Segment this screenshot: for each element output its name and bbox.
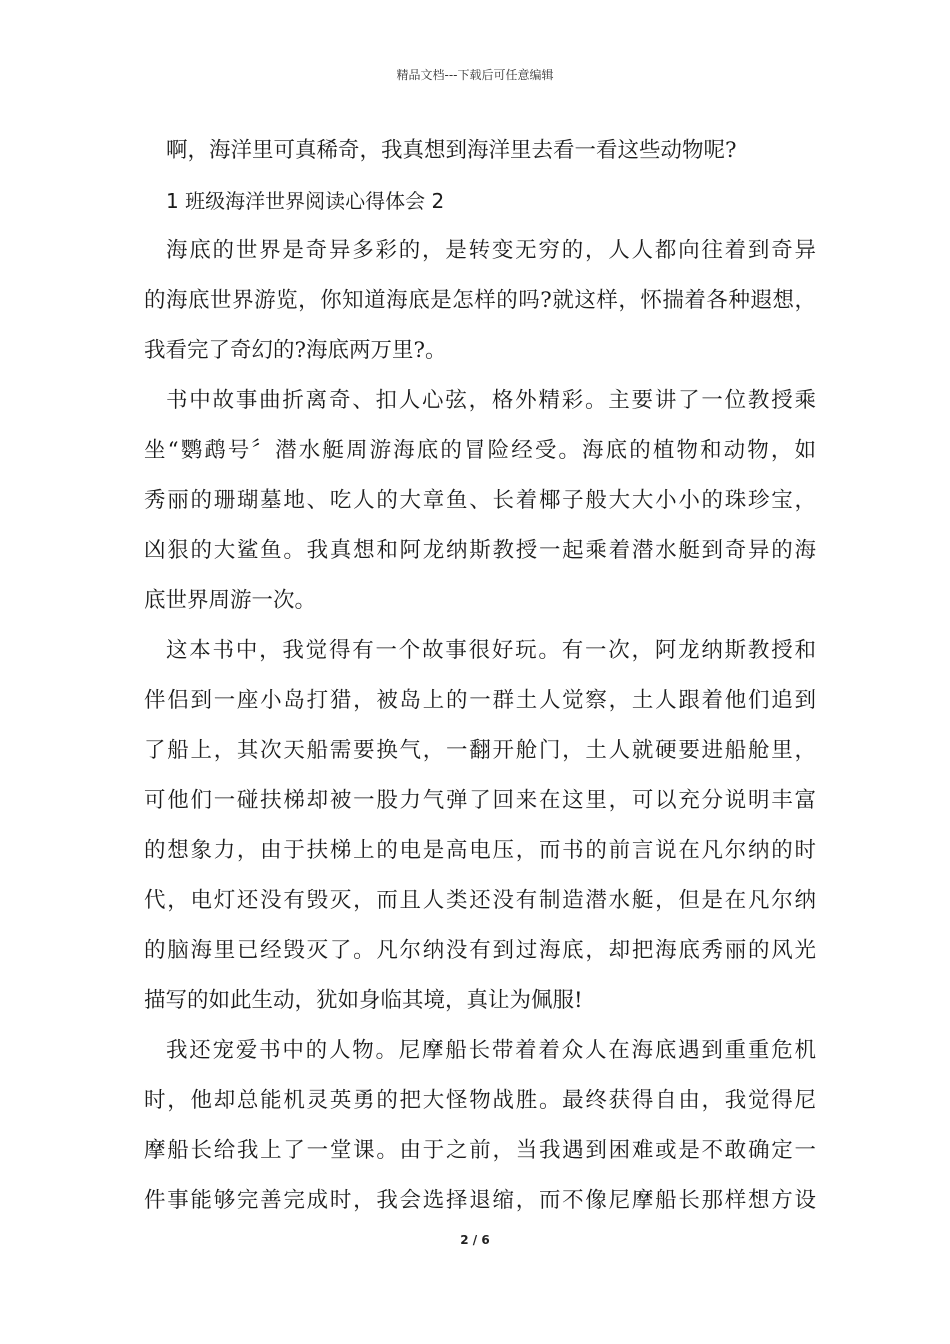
text-line: 这本书中，我觉得有一个故事很好玩。有一次，阿龙纳斯教授和 (166, 638, 816, 663)
text-line: 凶狠的大鲨鱼。我真想和阿龙纳斯教授一起乘着潜水艇到奇异的海 (144, 538, 816, 563)
text-line: 底世界周游一次。 (144, 588, 317, 613)
text-line: 时，他却总能机灵英勇的把大怪物战胜。最终获得自由，我觉得尼 (144, 1088, 816, 1113)
text-line: 我还宠爱书中的人物。尼摩船长带着着众人在海底遇到重重危机 (166, 1038, 816, 1063)
text-line: 我看完了奇幻的?海底两万里?。 (144, 338, 447, 363)
page-header: 精品文档---下载后可任意编辑 (396, 68, 554, 82)
text-line: 摩船长给我上了一堂课。由于之前，当我遇到困难或是不敢确定一 (144, 1138, 816, 1163)
text-line: 可他们一碰扶梯却被一股力气弹了回来在这里，可以充分说明丰富 (144, 788, 816, 813)
section-heading: 1 班级海洋世界阅读心得体会 2 (166, 189, 445, 213)
text-line: 的脑海里已经毁灭了。凡尔纳没有到过海底，却把海底秀丽的风光 (144, 938, 816, 963)
text-line: 了船上，其次天船需要换气，一翻开舱门，土人就硬要进船舱里， (144, 738, 816, 763)
text-line: 的海底世界游览，你知道海底是怎样的吗?就这样，怀揣着各种遐想， (144, 288, 816, 313)
text-line: 件事能够完善完成时，我会选择退缩，而不像尼摩船长那样想方设 (144, 1188, 816, 1213)
text-line: 海底的世界是奇异多彩的，是转变无穷的，人人都向往着到奇异 (166, 238, 816, 263)
text-line: 坐“鹦鹉号〞潜水艇周游海底的冒险经受。海底的植物和动物，如 (144, 438, 816, 463)
text-line: 伴侣到一座小岛打猎，被岛上的一群土人觉察，土人跟着他们追到 (144, 688, 816, 713)
text-line: 的想象力，由于扶梯上的电是高电压，而书的前言说在凡尔纳的时 (144, 838, 816, 863)
text-line: 啊，海洋里可真稀奇，我真想到海洋里去看一看这些动物呢? (166, 138, 737, 163)
text-line: 秀丽的珊瑚墓地、吃人的大章鱼、长着椰子般大大小小的珠珍宝， (144, 488, 816, 513)
page-number: 2 / 6 (460, 1233, 490, 1247)
document-body (144, 126, 816, 1226)
text-line: 书中故事曲折离奇、扣人心弦，格外精彩。主要讲了一位教授乘 (166, 388, 816, 413)
text-line: 描写的如此生动，犹如身临其境，真让为佩服! (144, 988, 583, 1013)
text-line: 代，电灯还没有毁灭，而且人类还没有制造潜水艇，但是在凡尔纳 (144, 888, 816, 913)
